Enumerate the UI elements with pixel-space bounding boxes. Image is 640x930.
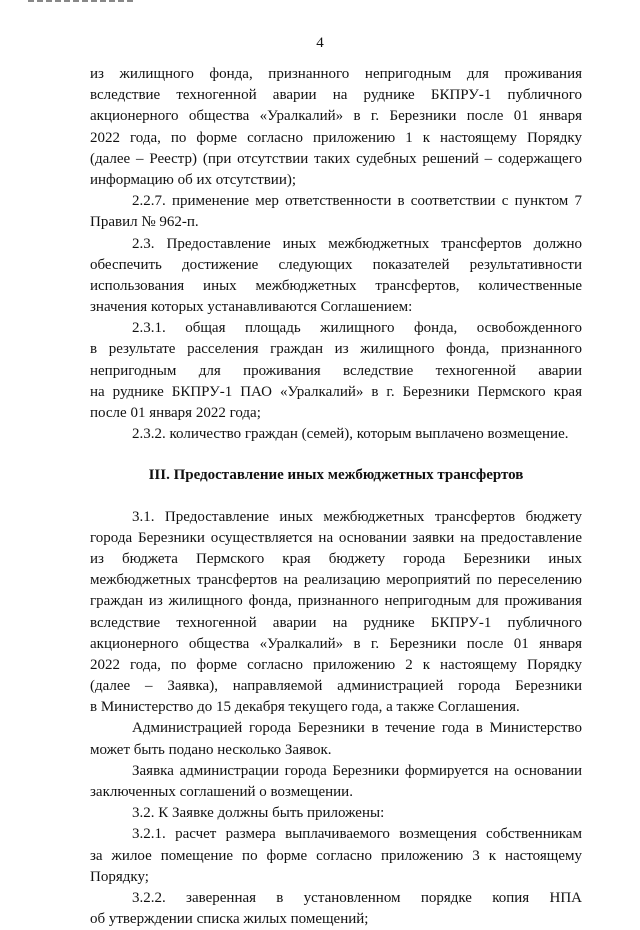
- text-line: 2022 года, по форме согласно приложению 1 к настоящему Порядку: [90, 129, 582, 146]
- text-line: граждан из жилищного фонда, признанного непригодным для проживания: [90, 593, 582, 610]
- text-line: в Министерство до 15 декабря текущего года, а также Соглашения.: [90, 699, 520, 716]
- text-line: заключенных соглашений о возмещении.: [90, 784, 353, 800]
- text-line: использования иных межбюджетных трансфертов, количественные: [90, 277, 582, 294]
- text-line: об утверждении списка жилых помещений;: [90, 911, 369, 928]
- text-line: 2.3. Предоставление иных межбюджетных трансфертов должно: [132, 235, 582, 252]
- text-line: может быть подано несколько Заявок.: [90, 741, 332, 758]
- text-line: 2.3.2. количество граждан (семей), которым выплачено возмещение.: [132, 426, 569, 443]
- text-line: Администрацией города Березники в течение года в Министерство: [132, 720, 582, 737]
- scan-edge-mark: [28, 0, 136, 2]
- text-line: межбюджетных трансфертов на реализацию мероприятий по переселению: [90, 572, 582, 589]
- document-body: [90, 64, 582, 930]
- text-line: значения которых устанавливаются Соглашением:: [90, 299, 413, 316]
- page-number: 4: [316, 35, 324, 51]
- text-line: 3.2. К Заявке должны быть приложены:: [132, 805, 385, 822]
- text-line: акционерного общества «Уралкалий» в г. Березники после 01 января: [90, 635, 582, 652]
- text-line: после 01 января 2022 года;: [90, 405, 261, 421]
- text-line: 3.2.2. заверенная в установленном порядке копия НПА: [132, 889, 582, 906]
- text-line: обеспечить достижение следующих показателей результативности: [90, 256, 582, 273]
- text-line: города Березники осуществляется на основании заявки на предоставление: [90, 529, 582, 546]
- section-heading: III. Предоставление иных межбюджетных трансфертов: [148, 467, 524, 484]
- text-line: информацию об их отсутствии);: [90, 171, 297, 188]
- text-line: 2022 года, по форме согласно приложению 2 к настоящему Порядку: [90, 656, 582, 673]
- text-line: за жилое помещение по форме согласно приложению 3 к настоящему: [90, 847, 582, 864]
- text-line: Заявка администрации города Березники формируется на основании: [132, 762, 582, 779]
- text-line: (далее – Реестр) (при отсутствии таких судебных решений – содержащего: [90, 150, 582, 167]
- text-line: акционерного общества «Уралкалий» в г. Березники после 01 января: [90, 108, 582, 125]
- text-line: на руднике БКПРУ-1 ПАО «Уралкалий» в г. Березники Пермского края: [90, 383, 582, 400]
- text-line: (далее – Заявка), направляемой администрацией города Березники: [90, 678, 582, 695]
- text-line: из бюджета Пермского края бюджету города Березники иных: [90, 550, 582, 567]
- text-line: вследствие техногенной аварии на руднике БКПРУ-1 публичного: [90, 87, 582, 104]
- text-line: из жилищного фонда, признанного непригодным для проживания: [90, 66, 582, 82]
- text-line: 2.3.1. общая площадь жилищного фонда, освобожденного: [132, 320, 582, 337]
- text-line: Порядку;: [90, 868, 149, 885]
- text-line: вследствие техногенной аварии на руднике БКПРУ-1 публичного: [90, 614, 582, 631]
- text-line: Правил № 962-п.: [90, 214, 199, 231]
- text-line: в результате расселения граждан из жилищного фонда, признанного: [90, 341, 582, 358]
- text-line: 3.1. Предоставление иных межбюджетных трансфертов бюджету: [132, 508, 582, 525]
- text-line: 3.2.1. расчет размера выплачиваемого возмещения собственникам: [132, 826, 582, 843]
- text-line: непригодным для проживания вследствие техногенной аварии: [90, 362, 582, 379]
- text-line: 2.2.7. применение мер ответственности в соответствии с пунктом 7: [132, 193, 582, 210]
